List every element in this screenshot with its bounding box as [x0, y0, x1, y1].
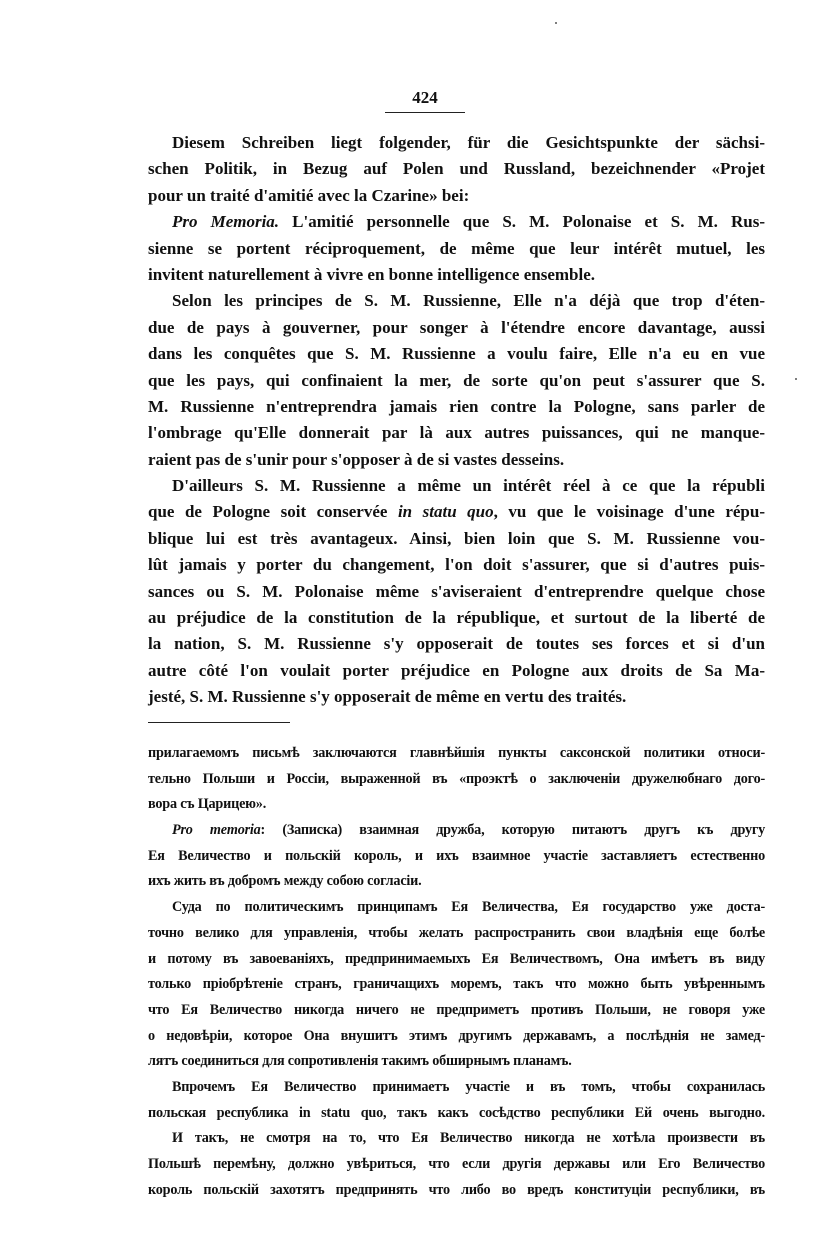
footnote-line	[148, 818, 765, 844]
main-line	[148, 684, 765, 710]
footnote-line	[148, 921, 765, 947]
footnote-line	[148, 947, 765, 973]
text-segment: M. Russienne n'entreprendra jamais rien contre la Pologne, sans parler de	[148, 396, 765, 416]
text-segment: , vu que le voisinage d'une répu-	[493, 502, 765, 522]
text-segment: только пріобрѣтеніе странъ, граничащихъ моремъ, такъ что можно быть увѣреннымъ	[148, 976, 765, 993]
text-segment: что Ея Величество никогда ничего не предприметъ противъ Польши, не говоря уже	[148, 1001, 765, 1018]
main-line	[148, 499, 765, 525]
main-line	[148, 209, 765, 235]
footnote-line	[148, 767, 765, 793]
text-segment: точно велико для управленія, чтобы желать распространить свои владѣнія еще болѣе	[148, 924, 765, 941]
main-line	[148, 579, 765, 605]
text-segment: blique lui est très avantageux. Ainsi, bien loin que S. M. Russienne vou-	[148, 528, 765, 548]
footnote-separator	[148, 722, 290, 723]
main-line	[148, 447, 765, 473]
footnote-line	[148, 895, 765, 921]
text-segment: due de pays à gouverner, pour songer à l'étendre encore davantage, aussi	[148, 317, 765, 337]
text-segment: король польскій захотятъ предпринять что либо во вредъ конституціи республики, въ	[148, 1181, 765, 1198]
footnote-text	[148, 741, 765, 1203]
main-line	[148, 605, 765, 631]
text-segment: прилагаемомъ письмѣ заключаются главнѣйшія пункты саксонской политики относи-	[148, 745, 765, 761]
text-segment: que de Pologne soit conservée	[148, 502, 398, 522]
italic-text: Pro memoria	[172, 822, 261, 839]
text-segment: au préjudice de la constitution de la république, et surtout de la liberté de	[148, 608, 765, 628]
text-segment: : (Записка) взаимная дружба, которую питаютъ другъ къ другу	[260, 822, 765, 839]
text-segment: dans les conquêtes que S. M. Russienne a voulu faire, Elle n'a eu en vue	[148, 344, 765, 364]
italic-text: Pro Memoria.	[172, 212, 280, 232]
footnote-line	[148, 1024, 765, 1050]
main-line	[148, 315, 765, 341]
main-line	[148, 288, 765, 314]
main-line	[148, 658, 765, 684]
text-segment: тельно Польши и Россіи, выраженной въ «проэктѣ о заключеніи дружелюбнаго дого-	[148, 770, 765, 787]
text-segment: raient pas de s'unir pour s'opposer à de si vastes desseins.	[148, 449, 565, 469]
page-number-rule	[385, 112, 465, 113]
main-line	[148, 552, 765, 578]
footnote-line	[148, 1126, 765, 1152]
text-segment: вора съ Царицею».	[148, 796, 267, 813]
text-segment: И такъ, не смотря на то, что Ея Величество никогда не хотѣла произвести въ	[172, 1130, 765, 1147]
text-segment: invitent naturellement à vivre en bonne intelligence ensemble.	[148, 264, 595, 284]
footnote-line	[148, 1152, 765, 1178]
main-line	[148, 341, 765, 367]
footnote-line	[148, 998, 765, 1024]
text-segment: L'amitié personnelle que S. M. Polonaise et S. M. Rus-	[279, 212, 765, 232]
text-segment: Впрочемъ Ея Величество принимаетъ участіе и въ томъ, чтобы сохранилась	[172, 1078, 765, 1095]
main-text	[148, 130, 765, 711]
scan-speck	[795, 378, 797, 380]
text-segment: sances ou S. M. Polonaise même s'aviseraient d'entreprendre quelque chose	[148, 581, 765, 601]
footnote-line	[148, 972, 765, 998]
main-line	[148, 394, 765, 420]
footnote-line	[148, 792, 765, 818]
text-segment: que les pays, qui confinaient la mer, de sorte qu'on peut s'assurer que S.	[148, 370, 765, 390]
text-segment: о недовѣріи, которое Она внушитъ этимъ другимъ державамъ, а послѣднія не замед-	[148, 1027, 765, 1044]
main-line	[148, 420, 765, 446]
footnote-line	[148, 1049, 765, 1075]
text-segment: польская республика in statu quo, такъ какъ сосѣдство республики Ей очень выгодно.	[148, 1104, 765, 1121]
text-segment: ихъ жить въ добромъ между собою согласіи.	[148, 873, 422, 890]
text-segment: l'ombrage qu'Elle donnerait par là aux autres puissances, qui ne manque-	[148, 423, 765, 443]
text-segment: schen Politik, in Bezug auf Polen und Russland, bezeichnender «Projet	[148, 159, 765, 179]
footnote-line	[148, 869, 765, 895]
main-line	[148, 368, 765, 394]
main-line	[148, 473, 765, 499]
text-segment: Selon les principes de S. M. Russienne, Elle n'a déjà que trop d'éten-	[172, 291, 765, 311]
footnote-line	[148, 1101, 765, 1127]
text-segment: Ея Величество и польскій король, и ихъ взаимное участіе заставляетъ естественно	[148, 847, 765, 864]
text-segment: sienne se portent réciproquement, de même que leur intérêt mutuel, les	[148, 238, 765, 258]
text-segment: la nation, S. M. Russienne s'y opposerait de toutes ses forces et si d'un	[148, 634, 765, 654]
text-segment: Суда по политическимъ принципамъ Ея Величества, Ея государство уже доста-	[172, 899, 765, 916]
page-number: 424	[412, 88, 438, 107]
main-line	[148, 526, 765, 552]
text-segment: pour un traité d'amitié avec la Czarine» bei:	[148, 185, 470, 205]
main-line	[148, 156, 765, 182]
footnote-line	[148, 1178, 765, 1204]
main-line	[148, 183, 765, 209]
text-segment: Diesem Schreiben liegt folgender, für die Gesichtspunkte der sächsi-	[172, 133, 765, 152]
scan-speck	[555, 22, 557, 24]
footnote-line	[148, 1075, 765, 1101]
text-segment: autre côté l'on voulait porter préjudice en Pologne aux droits de Sa Ma-	[148, 660, 765, 680]
main-line	[148, 262, 765, 288]
text-segment: jesté, S. M. Russienne s'y opposerait de même en vertu des traités.	[148, 687, 627, 707]
text-segment: лятъ соединиться для сопротивленія такимъ обширнымъ планамъ.	[148, 1053, 572, 1070]
main-line	[148, 236, 765, 262]
footnote-line	[148, 741, 765, 767]
text-segment: D'ailleurs S. M. Russienne a même un intérêt réel à ce que la républi	[172, 476, 765, 496]
main-line	[148, 631, 765, 657]
main-line	[148, 130, 765, 156]
footnote-line	[148, 844, 765, 870]
text-segment: lût jamais y porter du changement, l'on doit s'assurer, que si d'autres puis-	[148, 555, 765, 575]
text-segment: и потому въ завоеваніяхъ, предпринимаемыхъ Ея Величествомъ, Она имѣетъ въ виду	[148, 950, 765, 967]
text-segment: Польшѣ перемѣну, должно увѣриться, что если другія державы или Его Величество	[148, 1156, 765, 1172]
italic-text: in statu quo	[397, 502, 494, 522]
